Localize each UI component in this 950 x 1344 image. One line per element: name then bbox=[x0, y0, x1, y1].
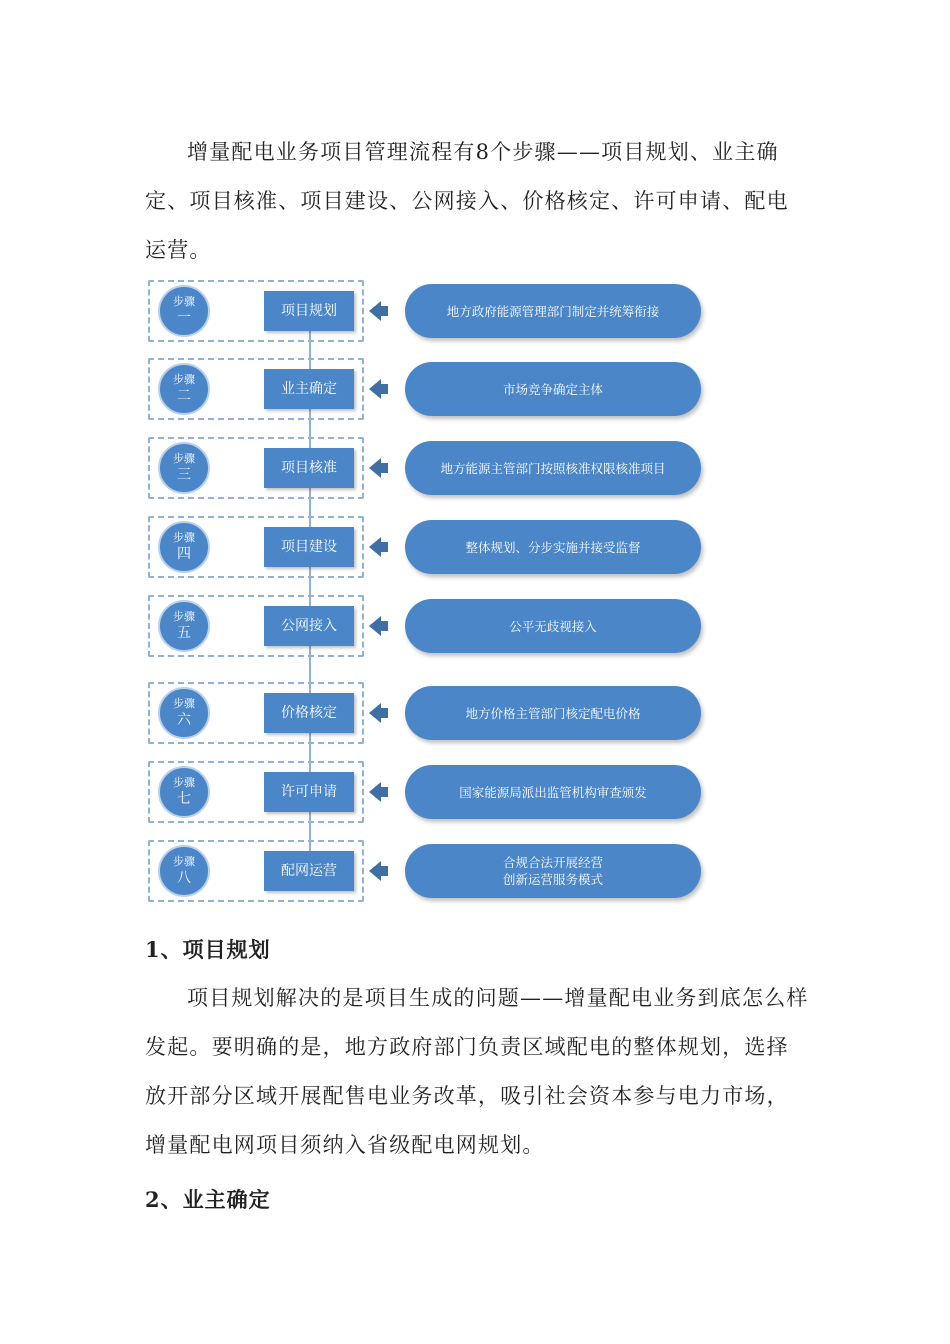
arrow-left-icon bbox=[369, 616, 381, 636]
step-label: 步骤 bbox=[173, 610, 195, 623]
arrow-left-icon bbox=[369, 537, 381, 557]
step-number-circle bbox=[158, 363, 210, 415]
step-label: 步骤 bbox=[173, 855, 195, 868]
step-number-circle bbox=[158, 600, 210, 652]
arrow-left-icon-tail bbox=[380, 787, 388, 797]
step-number: 六 bbox=[177, 712, 191, 728]
arrow-left-icon-tail bbox=[380, 621, 388, 631]
step-label: 步骤 bbox=[173, 531, 195, 544]
step-number: 三 bbox=[177, 467, 191, 483]
flow-step bbox=[145, 437, 710, 501]
arrow-left-icon-tail bbox=[380, 708, 388, 718]
arrow-left-icon-tail bbox=[380, 306, 388, 316]
intro-paragraph: 增量配电业务项目管理流程有8个步骤——项目规划、业主确定、项目核准、项目建设、公网接入、价格核定、许可申请、配电运营。 bbox=[145, 140, 789, 262]
step-number-circle bbox=[158, 766, 210, 818]
arrow-left-icon bbox=[369, 782, 381, 802]
step-number: 五 bbox=[177, 625, 191, 641]
arrow-left-icon-tail bbox=[380, 463, 388, 473]
step-label: 步骤 bbox=[173, 697, 195, 710]
step-description-line: 国家能源局派出监管机构审查颁发 bbox=[459, 784, 647, 800]
step-description-pill bbox=[405, 686, 701, 740]
arrow-left-icon bbox=[369, 861, 381, 881]
step-description-pill bbox=[405, 844, 701, 898]
flow-step bbox=[145, 595, 710, 659]
step-title-box: 公网接入 bbox=[264, 606, 354, 646]
step-number-circle bbox=[158, 687, 210, 739]
section-2-heading: 2、业主确定 bbox=[145, 1187, 271, 1212]
step-label: 步骤 bbox=[173, 373, 195, 386]
step-label: 步骤 bbox=[173, 776, 195, 789]
step-title-box: 配网运营 bbox=[264, 851, 354, 891]
arrow-left-icon-tail bbox=[380, 542, 388, 552]
step-description-line: 合规合法开展经营 bbox=[502, 855, 603, 870]
step-description-line: 地方能源主管部门按照核准权限核准项目 bbox=[440, 460, 666, 476]
flow-step bbox=[145, 761, 710, 825]
step-description-line: 公平无歧视接入 bbox=[509, 618, 597, 634]
step-title-box: 价格核定 bbox=[264, 693, 354, 733]
step-number: 一 bbox=[177, 310, 191, 326]
step-label: 步骤 bbox=[173, 452, 195, 465]
step-description-line: 整体规划、分步实施并接受监督 bbox=[465, 539, 641, 555]
step-number-circle bbox=[158, 285, 210, 337]
arrow-left-icon bbox=[369, 379, 381, 399]
step-description-pill bbox=[405, 362, 701, 416]
step-title-box: 业主确定 bbox=[264, 369, 354, 409]
arrow-left-icon-tail bbox=[380, 866, 388, 876]
arrow-left-icon bbox=[369, 703, 381, 723]
step-number: 七 bbox=[177, 791, 191, 807]
flow-step bbox=[145, 840, 710, 904]
arrow-left-icon bbox=[369, 458, 381, 478]
step-number-circle bbox=[158, 521, 210, 573]
step-title-box: 项目建设 bbox=[264, 527, 354, 567]
step-description-line: 地方价格主管部门核定配电价格 bbox=[465, 705, 641, 721]
step-description-pill bbox=[405, 765, 701, 819]
step-number-circle bbox=[158, 442, 210, 494]
flow-step bbox=[145, 358, 710, 422]
section-1-heading: 1、项目规划 bbox=[145, 937, 271, 962]
step-description-pill bbox=[405, 441, 701, 495]
flow-step bbox=[145, 280, 710, 344]
step-number-circle bbox=[158, 845, 210, 897]
flow-step bbox=[145, 682, 710, 746]
step-number: 四 bbox=[177, 546, 191, 562]
step-description-pill bbox=[405, 520, 701, 574]
arrow-left-icon-tail bbox=[380, 384, 388, 394]
section-1-paragraph: 项目规划解决的是项目生成的问题——增量配电业务到底怎么样发起。要明确的是，地方政府部门负责区域配电的整体规划，选择放开部分区域开展配售电业务改革，吸引社会资本参与电力市场，增量配电网项目须纳入省级配电网规划。 bbox=[145, 986, 809, 1157]
step-label: 步骤 bbox=[173, 295, 195, 308]
step-description-pill bbox=[405, 599, 701, 653]
step-number: 八 bbox=[177, 870, 191, 886]
step-description-line: 市场竞争确定主体 bbox=[502, 381, 603, 397]
flow-step bbox=[145, 516, 710, 580]
arrow-left-icon bbox=[369, 301, 381, 321]
step-description-line: 创新运营服务模式 bbox=[502, 872, 603, 887]
process-flowchart bbox=[145, 268, 710, 903]
step-title-box: 项目核准 bbox=[264, 448, 354, 488]
step-title-box: 许可申请 bbox=[264, 772, 354, 812]
step-description-pill bbox=[405, 284, 701, 338]
step-title-box: 项目规划 bbox=[264, 291, 354, 331]
step-number: 二 bbox=[177, 388, 191, 404]
step-description-line: 地方政府能源管理部门制定并统筹衔接 bbox=[446, 303, 660, 319]
